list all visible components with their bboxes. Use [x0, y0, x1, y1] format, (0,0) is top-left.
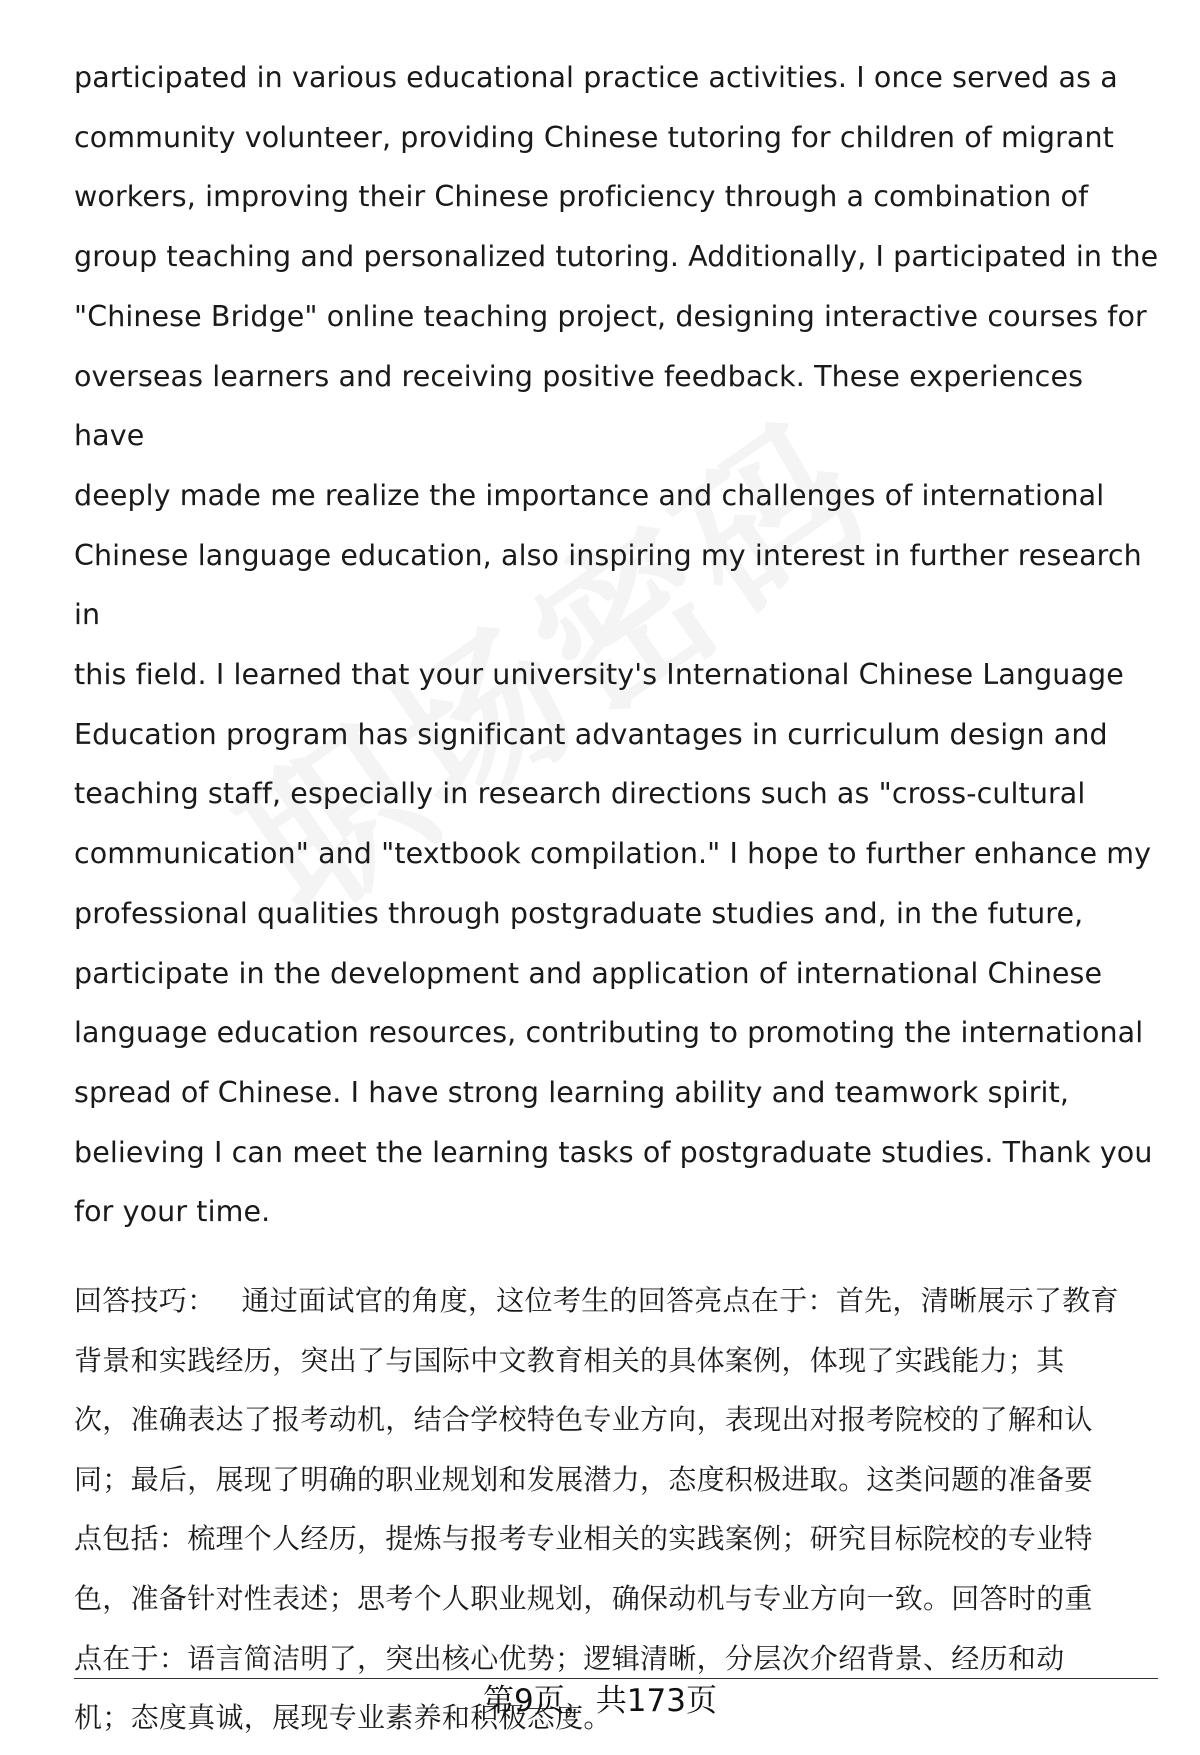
text-line: participated in various educational practice activities. I once served as a [74, 61, 1118, 94]
text-line: professional qualities through postgraduate studies and, in the future, [74, 896, 1084, 930]
text-line: group teaching and personalized tutoring. Additionally, I participated in the [74, 240, 1159, 274]
text-line: 点包括：梳理个人经历，提炼与报考专业相关的实践案例；研究目标院校的专业特 [74, 1522, 1093, 1556]
text-line: deeply made me realize the importance and challenges of international [74, 478, 1105, 512]
text-line: overseas learners and receiving positive feedback. These experiences have [74, 359, 1084, 453]
answer-paragraph [74, 48, 1160, 1242]
footer-divider [74, 1678, 1158, 1679]
text-line: 次，准确表达了报考动机，结合学校特色专业方向，表现出对报考院校的了解和认 [74, 1403, 1093, 1437]
text-line: 机；态度真诚，展现专业素养和积极态度。 [74, 1701, 612, 1735]
text-line: spread of Chinese. I have strong learning ability and teamwork spirit, [74, 1075, 1070, 1109]
text-line: 点在于：语言简洁明了，突出核心优势；逻辑清晰，分层次介绍背景、经历和动 [74, 1641, 1065, 1675]
text-line: 色，准备针对性表述；思考个人职业规划，确保动机与专业方向一致。回答时的重 [74, 1582, 1093, 1616]
text-line: "Chinese Bridge" online teaching project, designing interactive courses for [74, 299, 1147, 333]
page-content [74, 48, 1160, 1748]
text-line: Education program has significant advantages in curriculum design and [74, 717, 1108, 751]
text-line: language education resources, contributing to promoting the international [74, 1016, 1144, 1050]
text-line: this field. I learned that your university's International Chinese Language [74, 658, 1124, 692]
text-line: community volunteer, providing Chinese tutoring for children of migrant [74, 120, 1114, 154]
page-number: 第9页，共173页 [483, 1683, 717, 1719]
text-line: participate in the development and application of international Chinese [74, 956, 1103, 990]
text-line: workers, improving their Chinese proficiency through a combination of [74, 180, 1089, 214]
text-line: communication" and "textbook compilation." I hope to further enhance my [74, 837, 1152, 871]
text-line: believing I can meet the learning tasks of postgraduate studies. Thank you [74, 1135, 1153, 1169]
text-line: for your time. [74, 1195, 271, 1229]
text-line: Chinese language education, also inspiring my interest in further research in [74, 538, 1142, 632]
text-line: teaching staff, especially in research directions such as "cross-cultural [74, 777, 1086, 811]
text-line: 同；最后，展现了明确的职业规划和发展潜力，态度积极进取。这类问题的准备要 [74, 1462, 1093, 1496]
tips-paragraph [74, 1271, 1160, 1748]
text-line: 背景和实践经历，突出了与国际中文教育相关的具体案例，体现了实践能力；其 [74, 1343, 1065, 1377]
text-line: 通过面试官的角度，这位考生的回答亮点在于：首先，清晰展示了教育 [241, 1284, 1119, 1318]
tips-label: 回答技巧： [74, 1284, 216, 1318]
